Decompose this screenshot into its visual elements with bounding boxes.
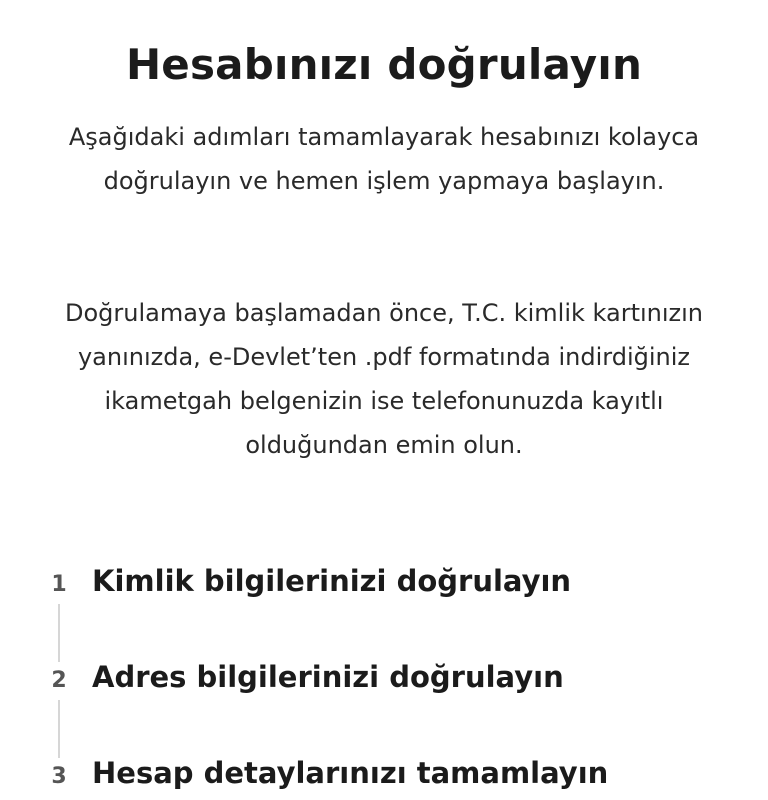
step-identity[interactable]: [0, 560, 768, 608]
step-number: 3: [51, 764, 67, 789]
step-label: Hesap detaylarınızı tamamlayın: [92, 756, 609, 790]
intro-paragraph-1: Aşağıdaki adımları tamamlayarak hesabınızı kolayca doğrulayın ve hemen işlem yapmaya başlayın.: [68, 123, 700, 195]
step-account-details[interactable]: [0, 752, 768, 800]
page-title: Hesabınızı doğrulayın: [125, 40, 643, 89]
step-connector-line: [58, 604, 60, 662]
step-address[interactable]: [0, 656, 768, 704]
step-label: Adres bilgilerinizi doğrulayın: [92, 660, 564, 694]
step-number: 1: [51, 572, 67, 597]
step-connector-line: [58, 700, 60, 758]
intro-paragraph-2: Doğrulamaya başlamadan önce, T.C. kimlik kartınızın yanınızda, e-Devlet’ten .pdf formatında indirdiğiniz ikametgah belgenizin ise telefonunuzda kayıtlı olduğundan emin olun.: [64, 299, 704, 459]
step-label: Kimlik bilgilerinizi doğrulayın: [92, 564, 572, 598]
step-number: 2: [51, 668, 67, 693]
